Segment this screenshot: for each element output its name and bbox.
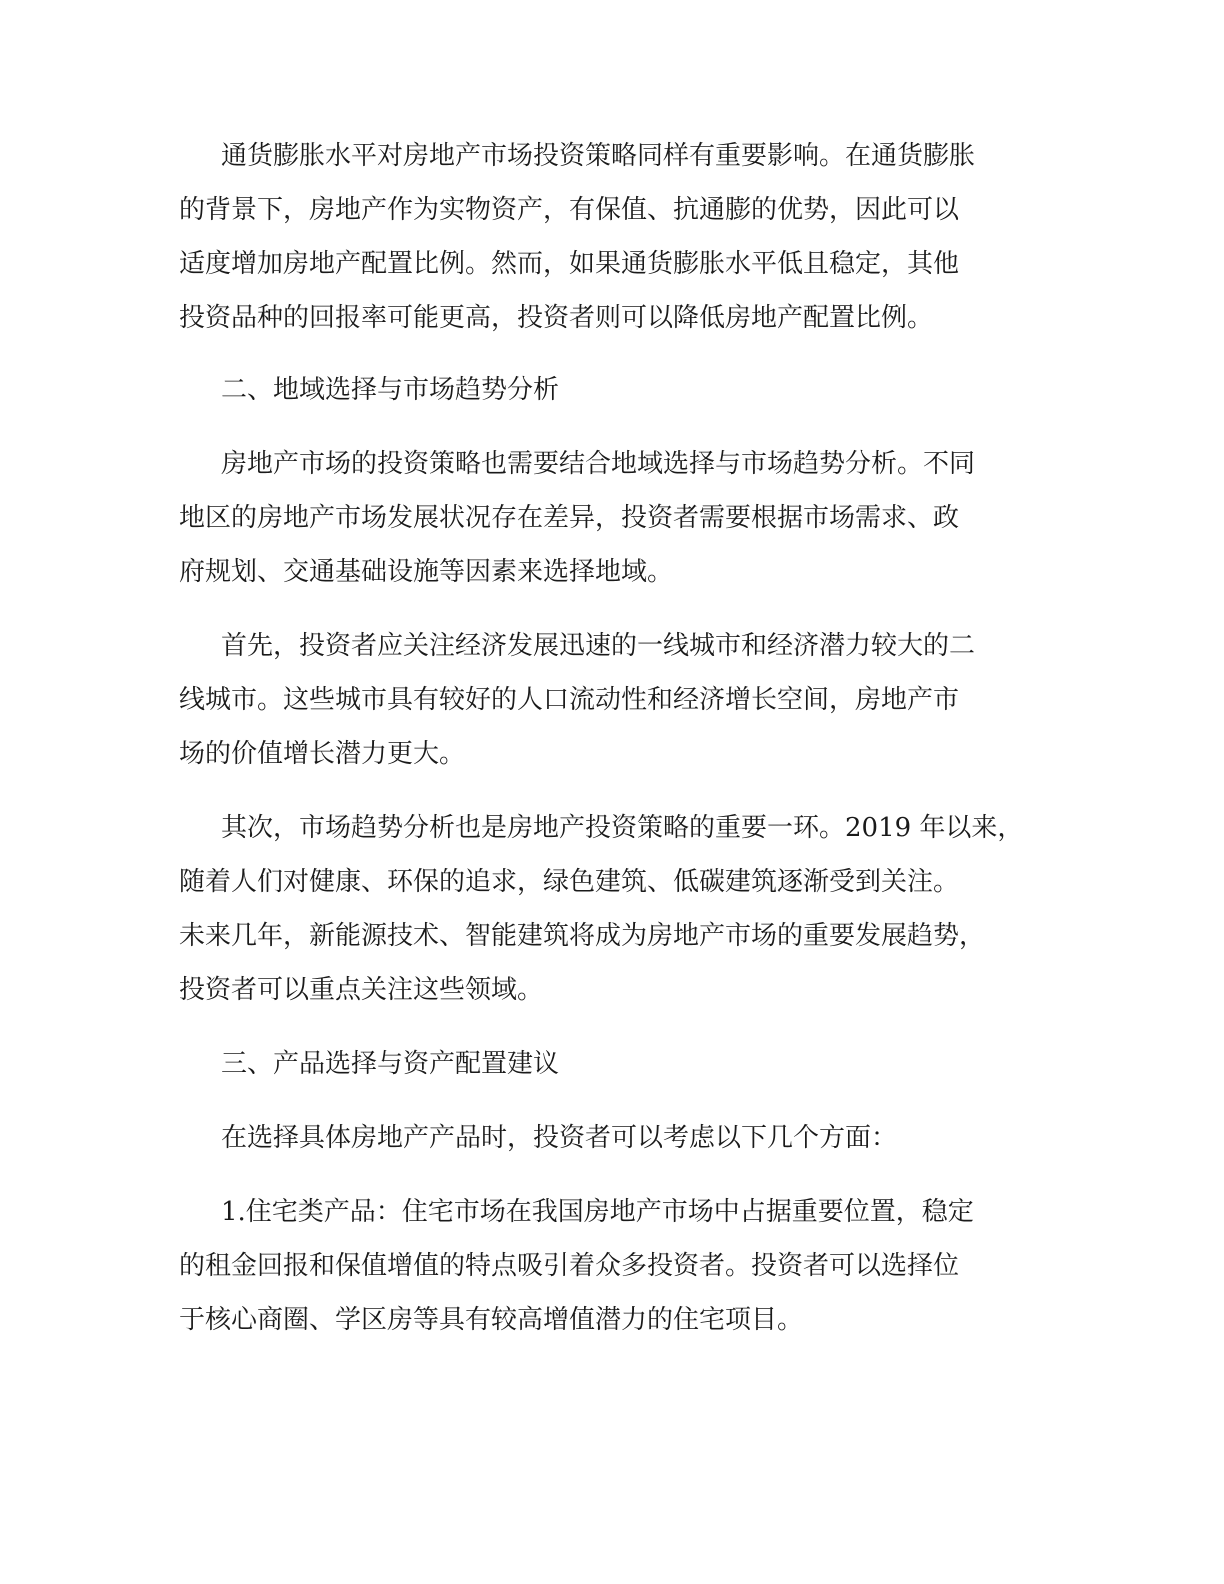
section-heading: 三、产品选择与资产配置建议: [221, 1049, 560, 1079]
section-heading: 二、地域选择与市场趋势分析: [221, 375, 560, 405]
text-line: 场的价值增长潜力更大。: [179, 739, 466, 769]
paragraph-first-tier-cities: [179, 619, 1059, 781]
text-line: 未来几年，新能源技术、智能建筑将成为房地产市场的重要发展趋势，: [179, 921, 986, 951]
text-line: 房地产市场的投资策略也需要结合地域选择与市场趋势分析。不同: [221, 449, 976, 479]
text-line: 通货膨胀水平对房地产市场投资策略同样有重要影响。在通货膨胀: [221, 141, 976, 171]
text-line: 投资品种的回报率可能更高，投资者则可以降低房地产配置比例。: [179, 303, 934, 333]
text-line: 1.住宅类产品：住宅市场在我国房地产市场中占据重要位置，稳定: [221, 1197, 974, 1227]
text-line: 于核心商圈、学区房等具有较高增值潜力的住宅项目。: [179, 1305, 804, 1335]
text-line: 地区的房地产市场发展状况存在差异，投资者需要根据市场需求、政: [179, 503, 960, 533]
text-line: 其次，市场趋势分析也是房地产投资策略的重要一环。2019 年以来，: [221, 813, 1024, 843]
section-heading-products: [179, 1037, 1059, 1091]
text-line: 线城市。这些城市具有较好的人口流动性和经济增长空间，房地产市: [179, 685, 960, 715]
text-line: 在选择具体房地产产品时，投资者可以考虑以下几个方面：: [221, 1123, 898, 1153]
paragraph-market-trends: [179, 801, 1059, 1017]
text-line: 府规划、交通基础设施等因素来选择地域。: [179, 557, 674, 587]
paragraph-product-intro: [179, 1111, 1059, 1165]
paragraph-residential-products: [179, 1185, 1059, 1347]
section-heading-region: [179, 363, 1059, 417]
paragraph-inflation: [179, 129, 1059, 345]
text-line: 的租金回报和保值增值的特点吸引着众多投资者。投资者可以选择位: [179, 1251, 960, 1281]
text-line: 首先，投资者应关注经济发展迅速的一线城市和经济潜力较大的二: [221, 631, 976, 661]
text-line: 随着人们对健康、环保的追求，绿色建筑、低碳建筑逐渐受到关注。: [179, 867, 960, 897]
text-line: 投资者可以重点关注这些领域。: [179, 975, 544, 1005]
text-line: 的背景下，房地产作为实物资产，有保值、抗通膨的优势，因此可以: [179, 195, 960, 225]
paragraph-region-selection: [179, 437, 1059, 599]
text-line: 适度增加房地产配置比例。然而，如果通货膨胀水平低且稳定，其他: [179, 249, 960, 279]
